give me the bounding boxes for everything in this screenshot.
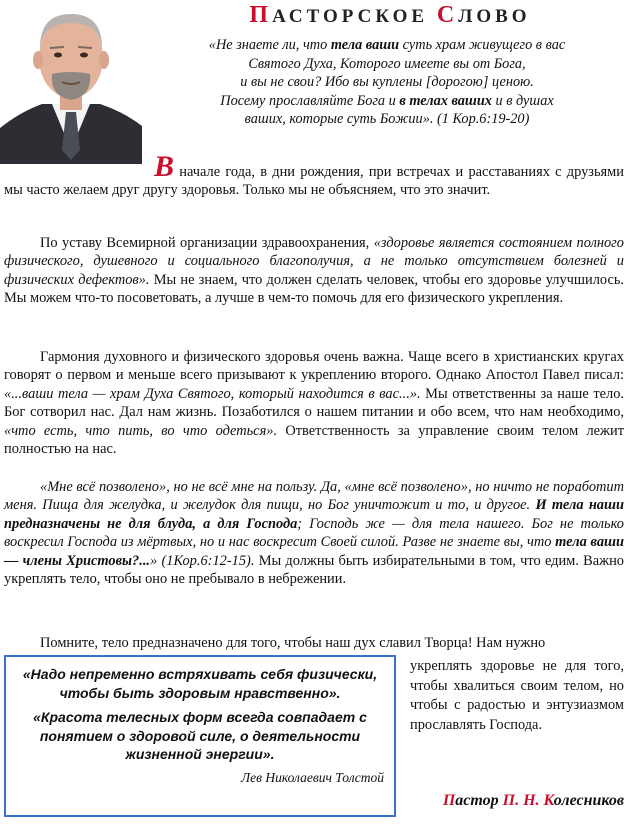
author-photo	[0, 0, 142, 164]
title-cap-1: П	[249, 2, 273, 28]
scripture-reference: » (1Кор.6:12-15).	[150, 552, 255, 569]
paragraph-1	[4, 150, 624, 200]
quote-author: Лев Николаевич Толстой	[240, 769, 384, 785]
epigraph-line-3: и вы не свои? Ибо вы куплены [дорогою] ценою.	[240, 74, 534, 91]
epigraph	[150, 36, 624, 129]
scripture-quote: ; Господь же — для тела нашего. Бог не только воскресил Господа из мёртвых, но и нас воскресит Своей силой. Разве не знаете вы, что	[4, 515, 624, 551]
paragraph-text: Мы должны быть избирательными в том, что едим. Важно укреплять тело, чтобы оно не пребывало в небрежении.	[4, 552, 624, 588]
paragraph-5-continuation: укреплять здоровье не для того, чтобы хвалиться своим телом, но чтобы с радостью и энтузиазмом прославлять Господа.	[410, 658, 624, 733]
portrait-image	[0, 0, 142, 164]
scripture-emphasis: тела ваши — члены Христовы?...	[4, 534, 624, 569]
scripture-quote: «что есть, что пить, во что одеться».	[4, 422, 278, 439]
signature-text: астор	[455, 792, 503, 809]
epigraph-line-5: ваших, которые суть Божии». (1 Кор.6:19-20)	[244, 111, 530, 128]
article-body-p4	[4, 478, 624, 588]
scripture-quote: «...ваши тела — храм Духа Святого, который находится в вас...».	[4, 385, 421, 402]
tolstoy-quote-box	[4, 655, 396, 817]
epigraph-text: суть храм живущего в вас	[399, 37, 566, 53]
article-body-p3	[4, 348, 624, 458]
epigraph-text: Посему прославляйте Бога и	[220, 92, 400, 109]
paragraph-2	[4, 234, 624, 308]
epigraph-text: и в душах	[491, 92, 554, 109]
paragraph-3	[4, 348, 624, 458]
drop-cap: В	[154, 150, 175, 183]
epigraph-line-4	[150, 92, 624, 111]
title-word-2: ЛОВО	[458, 6, 531, 27]
epigraph-emphasis: тела ваши	[330, 37, 400, 53]
quote-1: «Надо непременно встряхивать себя физически, чтобы быть здоровым нравственно».	[22, 666, 378, 701]
epigraph-line-2: Святого Духа, Которого имеете вы от Бога,	[248, 55, 526, 72]
epigraph-line-1	[150, 36, 624, 55]
paragraph-text: По уставу Всемирной организации здравоохранения,	[40, 235, 374, 251]
paragraph-5-line: Помните, тело предназначено для того, чтобы наш дух славил Творца! Нам нужно	[40, 635, 546, 651]
epigraph-emphasis: в телах ваших	[399, 92, 492, 109]
page-title	[150, 2, 630, 29]
paragraph-text: Гармония духовного и физического здоровья очень важна. Чаще всего в христианских кругах говорят о первом и меньше всего призывают к укреплению второго. Однако Апостол Павел писал:	[4, 349, 624, 384]
paragraph-4	[4, 478, 624, 588]
who-definition-quote: «здоровье является состоянием полного физического, душевного и социального благополучия, а не только отсутствием болезней и физических дефектов».	[4, 235, 624, 288]
paragraph-text: Ответственность за управление своим телом лежит полностью на нас.	[4, 422, 624, 458]
signature-initials: П. Н. К	[502, 792, 554, 809]
signature-cap: П	[442, 792, 456, 809]
paragraph-text: Мы не знаем, что должен сделать человек, чтобы его здоровье улучшилось. Мы можем что-то посоветовать, а лучше в чем-то помочь для его физического укрепления.	[4, 271, 624, 307]
paragraph-text: Мы ответственны за наше тело. Бог сотворил нас. Дал нам жизнь. Позаботился о нашем питании и обо всем, что нам необходимо,	[4, 385, 624, 421]
article-body-p2	[4, 234, 624, 308]
signature	[443, 792, 624, 810]
article-body-p5	[4, 634, 624, 652]
title-word-1: АСТОРСКОЕ	[272, 6, 437, 27]
signature-text: олесников	[553, 792, 624, 809]
epigraph-text: «Не знаете ли, что	[208, 37, 331, 53]
scripture-emphasis: И тела наши предназначены не для блуда, а для Господа	[4, 497, 624, 532]
scripture-quote: «Мне всё позволено», но не всё мне на пользу. Да, «мне всё позволено», но ничто не поработит меня. Пища для желудка, и желудок для пищи, но Бог уничтожит и то, и другое.	[4, 479, 624, 514]
article-body-start	[4, 150, 624, 200]
paragraph-text: начале года, в дни рождения, при встречах и расставаниях с друзьями мы часто желаем друг другу здоровья. Только мы не объясняем, что это значит.	[4, 164, 624, 199]
title-cap-2: С	[436, 2, 459, 28]
quote-2: «Красота телесных форм всегда совпадает с понятием о здоровой силе, о деятельности жизненной энергии».	[33, 709, 367, 762]
